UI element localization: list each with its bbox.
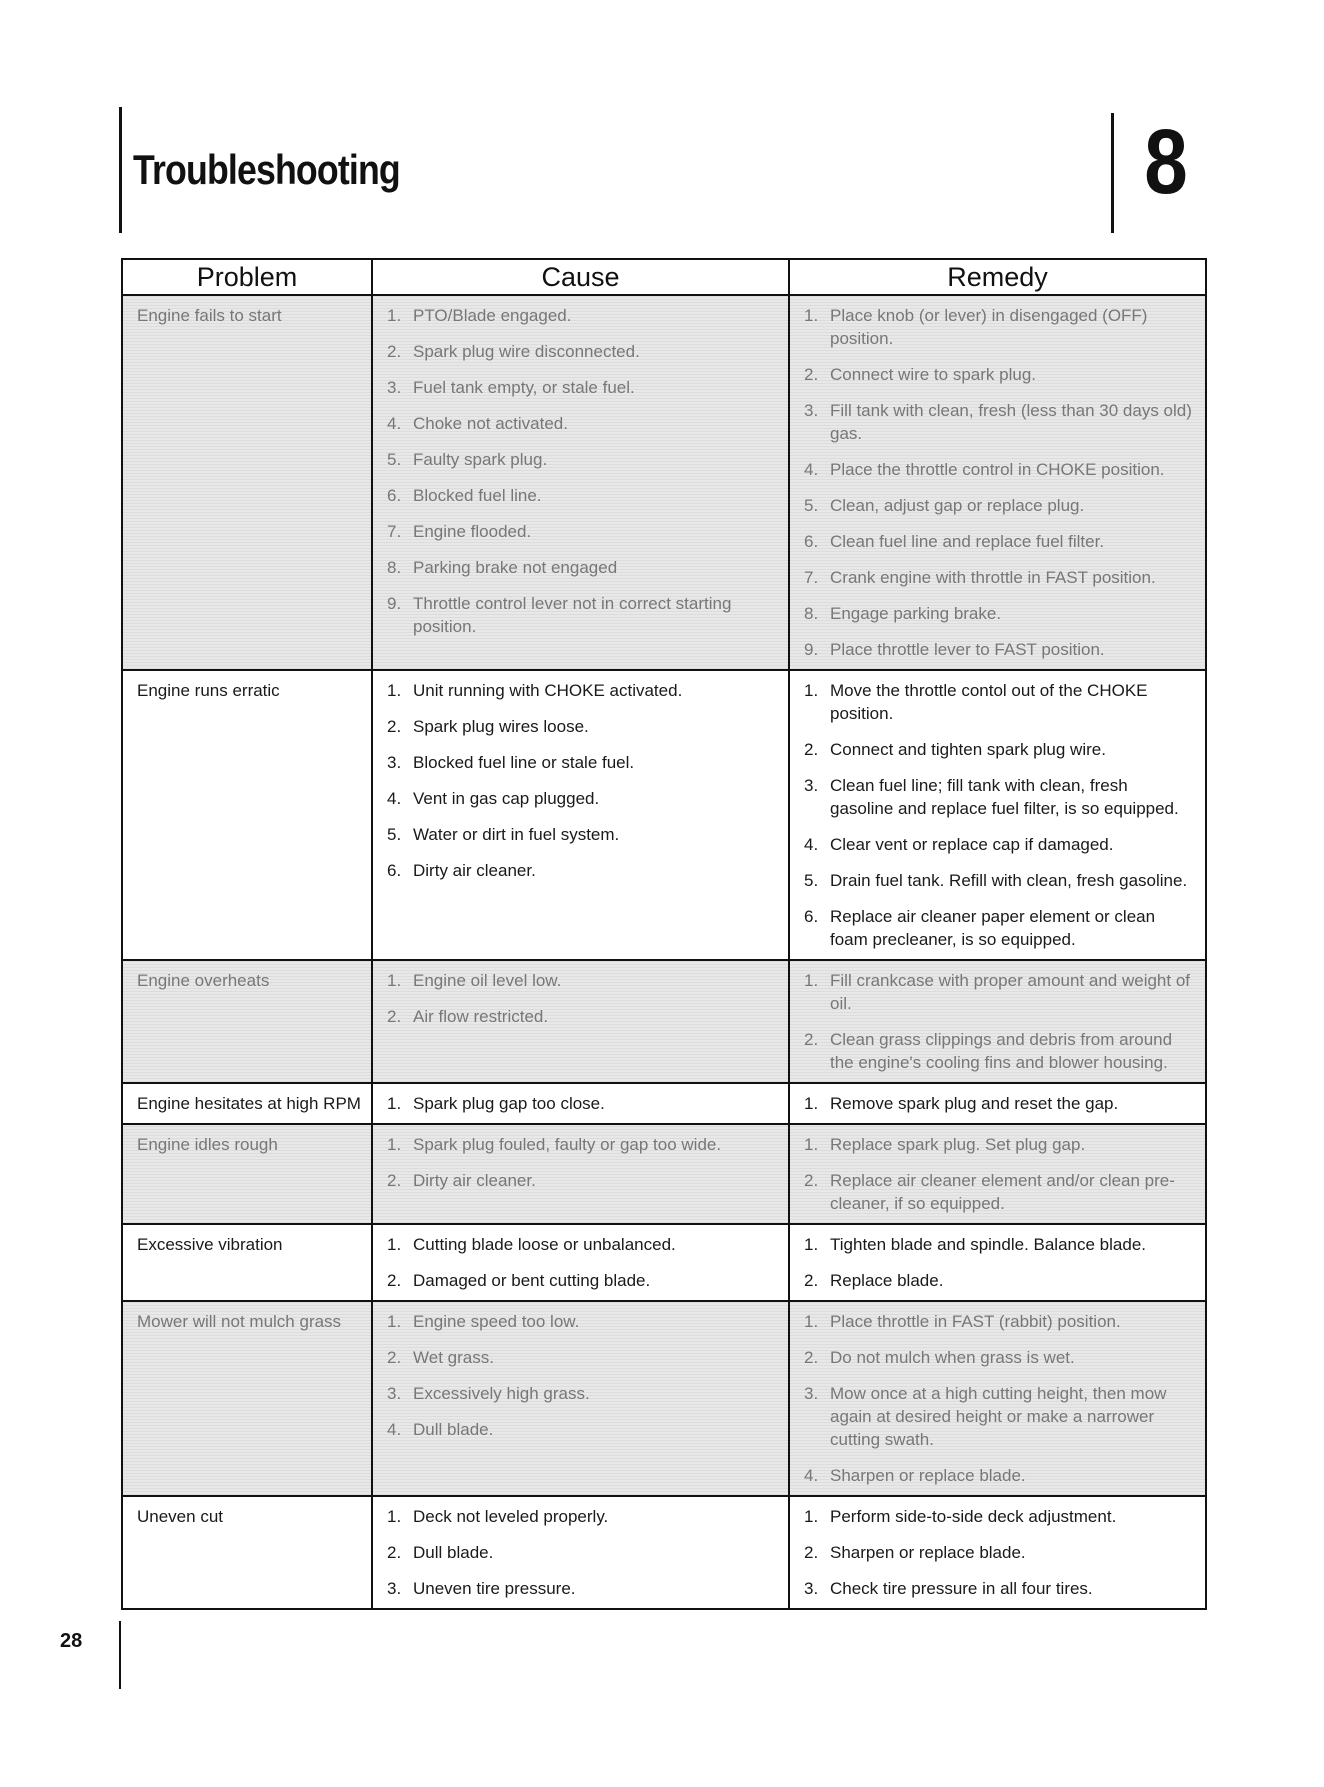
item-text: Unit running with CHOKE activated. [413,681,683,700]
item-text: Sharpen or replace blade. [830,1543,1026,1562]
remedy-item [804,1505,1195,1528]
item-number: 3. [387,1384,402,1403]
cause-item [387,1133,778,1156]
item-number: 1. [387,1507,402,1526]
item-number: 2. [387,342,402,361]
item-number: 6. [387,486,402,505]
problem-cell: Excessive vibration [122,1224,372,1301]
item-number: 1. [804,1135,819,1154]
header-cause: Cause [372,259,789,295]
item-text: Blocked fuel line or stale fuel. [413,753,635,772]
item-number: 2. [387,1171,402,1190]
title-left-rule [119,107,122,233]
item-text: Dull blade. [413,1420,494,1439]
item-text: Spark plug wires loose. [413,717,589,736]
table-row [122,295,1206,670]
cause-cell [372,1224,789,1301]
item-number: 8. [804,604,819,623]
item-number: 2. [387,717,402,736]
remedy-item [804,1028,1195,1074]
item-number: 7. [387,522,402,541]
item-number: 5. [387,450,402,469]
item-number: 5. [804,496,819,515]
item-text: Deck not leveled properly. [413,1507,609,1526]
cause-item [387,448,778,471]
cause-item [387,969,778,992]
remedy-item [804,1233,1195,1256]
item-number: 3. [387,378,402,397]
item-number: 1. [804,681,819,700]
item-number: 1. [387,1135,402,1154]
cause-item [387,823,778,846]
cause-item [387,715,778,738]
remedy-item [804,458,1195,481]
remedy-item [804,1269,1195,1292]
item-number: 1. [804,1507,819,1526]
cause-item [387,1346,778,1369]
item-text: Clean grass clippings and debris from around the engine's cooling fins and blower housing. [830,1030,1173,1072]
item-text: Mow once at a high cutting height, then mow again at desired height or make a narrower cutting swath. [830,1384,1167,1449]
item-number: 3. [804,1384,819,1403]
cause-item [387,1169,778,1192]
item-number: 5. [387,825,402,844]
item-text: Fill crankcase with proper amount and weight of oil. [830,971,1191,1013]
remedy-item [804,530,1195,553]
cause-item [387,556,778,579]
table-row [122,670,1206,960]
item-text: Dirty air cleaner. [413,1171,536,1190]
cause-item [387,679,778,702]
item-number: 1. [387,681,402,700]
item-number: 3. [804,776,819,795]
item-text: Place throttle in FAST (rabbit) position. [830,1312,1121,1331]
remedy-item [804,1577,1195,1600]
cause-item [387,1269,778,1292]
problem-cell: Engine hesitates at high RPM [122,1083,372,1124]
item-text: Fuel tank empty, or stale fuel. [413,378,635,397]
item-text: Spark plug gap too close. [413,1094,605,1113]
item-number: 6. [387,861,402,880]
cause-cell [372,1301,789,1496]
cause-item [387,1310,778,1333]
cause-item [387,1418,778,1441]
item-number: 3. [804,401,819,420]
item-number: 1. [387,1312,402,1331]
item-text: Sharpen or replace blade. [830,1466,1026,1485]
remedy-item [804,969,1195,1015]
item-text: Damaged or bent cutting blade. [413,1271,651,1290]
remedy-item [804,1092,1195,1115]
cause-cell [372,670,789,960]
item-text: Engage parking brake. [830,604,1002,623]
remedy-item [804,602,1195,625]
item-text: Perform side-to-side deck adjustment. [830,1507,1117,1526]
item-text: Place throttle lever to FAST position. [830,640,1105,659]
item-number: 2. [804,1271,819,1290]
item-text: Check tire pressure in all four tires. [830,1579,1093,1598]
item-text: Clean fuel line and replace fuel filter. [830,532,1105,551]
cause-item [387,340,778,363]
remedy-item [804,1133,1195,1156]
item-number: 1. [387,1094,402,1113]
item-text: Crank engine with throttle in FAST position. [830,568,1156,587]
remedy-item [804,399,1195,445]
item-text: Replace air cleaner element and/or clean pre-cleaner, if so equipped. [830,1171,1175,1213]
remedy-item [804,833,1195,856]
item-number: 2. [804,365,819,384]
item-text: Connect and tighten spark plug wire. [830,740,1106,759]
item-text: Replace blade. [830,1271,944,1290]
cause-item [387,592,778,638]
remedy-item [804,1169,1195,1215]
troubleshooting-table [121,258,1207,1610]
cause-item [387,376,778,399]
problem-cell: Mower will not mulch grass [122,1301,372,1496]
item-text: Replace spark plug. Set plug gap. [830,1135,1086,1154]
remedy-item [804,304,1195,350]
item-text: Engine flooded. [413,522,532,541]
remedy-cell [789,1301,1206,1496]
item-text: Air flow restricted. [413,1007,549,1026]
remedy-item [804,869,1195,892]
cause-item [387,859,778,882]
item-number: 2. [804,740,819,759]
item-number: 2. [804,1348,819,1367]
item-text: Engine speed too low. [413,1312,580,1331]
cause-item [387,520,778,543]
item-text: Engine oil level low. [413,971,562,990]
item-text: Move the throttle contol out of the CHOKE position. [830,681,1148,723]
problem-cell: Engine fails to start [122,295,372,670]
item-text: Throttle control lever not in correct starting position. [413,594,732,636]
cause-item [387,1541,778,1564]
item-text: Blocked fuel line. [413,486,542,505]
table-header-row [122,259,1206,295]
table-row [122,1083,1206,1124]
item-text: Dull blade. [413,1543,494,1562]
remedy-item [804,774,1195,820]
cause-item [387,751,778,774]
cause-item [387,787,778,810]
item-text: Replace air cleaner paper element or clean foam precleaner, is so equipped. [830,907,1156,949]
item-number: 3. [387,753,402,772]
table-row [122,1224,1206,1301]
remedy-item [804,905,1195,951]
page-number: 28 [60,1630,83,1652]
item-number: 6. [804,907,819,926]
item-number: 2. [387,1543,402,1562]
chapter-rule [1111,113,1114,233]
item-text: Spark plug wire disconnected. [413,342,640,361]
remedy-cell [789,1083,1206,1124]
cause-cell [372,295,789,670]
item-text: Water or dirt in fuel system. [413,825,620,844]
item-number: 5. [804,871,819,890]
remedy-item [804,738,1195,761]
cause-item [387,1092,778,1115]
item-text: Parking brake not engaged [413,558,618,577]
problem-cell: Engine overheats [122,960,372,1083]
cause-item [387,1233,778,1256]
cause-cell [372,1124,789,1224]
item-number: 1. [804,306,819,325]
item-text: Place the throttle control in CHOKE position. [830,460,1165,479]
item-number: 6. [804,532,819,551]
item-number: 1. [804,971,819,990]
remedy-cell [789,670,1206,960]
remedy-item [804,363,1195,386]
remedy-cell [789,295,1206,670]
item-number: 4. [804,1466,819,1485]
item-number: 2. [387,1271,402,1290]
item-number: 2. [387,1348,402,1367]
item-text: Do not mulch when grass is wet. [830,1348,1075,1367]
remedy-item [804,1541,1195,1564]
cause-cell [372,960,789,1083]
item-number: 4. [387,414,402,433]
item-text: Clean fuel line; fill tank with clean, fresh gasoline and replace fuel filter, is so equipped. [830,776,1179,818]
cause-item [387,1577,778,1600]
item-text: Choke not activated. [413,414,568,433]
item-text: Tighten blade and spindle. Balance blade. [830,1235,1146,1254]
remedy-item [804,1310,1195,1333]
cause-cell [372,1496,789,1609]
remedy-item [804,1464,1195,1487]
remedy-cell [789,1124,1206,1224]
remedy-cell [789,960,1206,1083]
item-number: 1. [387,306,402,325]
remedy-item [804,1346,1195,1369]
item-text: Dirty air cleaner. [413,861,536,880]
item-number: 1. [387,1235,402,1254]
item-number: 9. [804,640,819,659]
item-number: 9. [387,594,402,613]
cause-item [387,1382,778,1405]
item-text: Excessively high grass. [413,1384,590,1403]
chapter-number: 8 [1144,111,1188,213]
item-text: Spark plug fouled, faulty or gap too wide. [413,1135,722,1154]
item-text: Clean, adjust gap or replace plug. [830,496,1085,515]
cause-cell [372,1083,789,1124]
item-number: 4. [804,460,819,479]
item-number: 8. [387,558,402,577]
remedy-item [804,566,1195,589]
remedy-cell [789,1224,1206,1301]
item-number: 2. [804,1171,819,1190]
item-number: 1. [804,1235,819,1254]
item-number: 3. [387,1579,402,1598]
item-text: Remove spark plug and reset the gap. [830,1094,1119,1113]
table-row [122,1496,1206,1609]
item-number: 1. [804,1312,819,1331]
item-number: 1. [387,971,402,990]
item-number: 1. [804,1094,819,1113]
item-text: Place knob (or lever) in disengaged (OFF) position. [830,306,1148,348]
item-number: 3. [804,1579,819,1598]
header-problem: Problem [122,259,372,295]
item-text: Fill tank with clean, fresh (less than 30 days old) gas. [830,401,1192,443]
cause-item [387,1505,778,1528]
cause-item [387,1005,778,1028]
remedy-item [804,1382,1195,1451]
footer-rule [119,1621,121,1689]
item-number: 2. [804,1543,819,1562]
cause-item [387,304,778,327]
table-row [122,960,1206,1083]
item-text: Wet grass. [413,1348,494,1367]
item-number: 2. [387,1007,402,1026]
item-number: 4. [387,1420,402,1439]
header-remedy: Remedy [789,259,1206,295]
item-text: Clear vent or replace cap if damaged. [830,835,1114,854]
table-body [122,295,1206,1609]
remedy-item [804,638,1195,661]
item-text: Uneven tire pressure. [413,1579,576,1598]
problem-cell: Engine idles rough [122,1124,372,1224]
item-text: PTO/Blade engaged. [413,306,572,325]
problem-cell: Engine runs erratic [122,670,372,960]
item-number: 2. [804,1030,819,1049]
item-text: Connect wire to spark plug. [830,365,1036,384]
item-text: Vent in gas cap plugged. [413,789,600,808]
remedy-cell [789,1496,1206,1609]
cause-item [387,484,778,507]
remedy-item [804,679,1195,725]
problem-cell: Uneven cut [122,1496,372,1609]
remedy-item [804,494,1195,517]
item-text: Drain fuel tank. Refill with clean, fresh gasoline. [830,871,1188,890]
item-text: Faulty spark plug. [413,450,548,469]
item-number: 4. [804,835,819,854]
item-text: Cutting blade loose or unbalanced. [413,1235,676,1254]
item-number: 4. [387,789,402,808]
table-row [122,1124,1206,1224]
cause-item [387,412,778,435]
item-number: 7. [804,568,819,587]
table-row [122,1301,1206,1496]
page-title: Troubleshooting [133,146,400,193]
